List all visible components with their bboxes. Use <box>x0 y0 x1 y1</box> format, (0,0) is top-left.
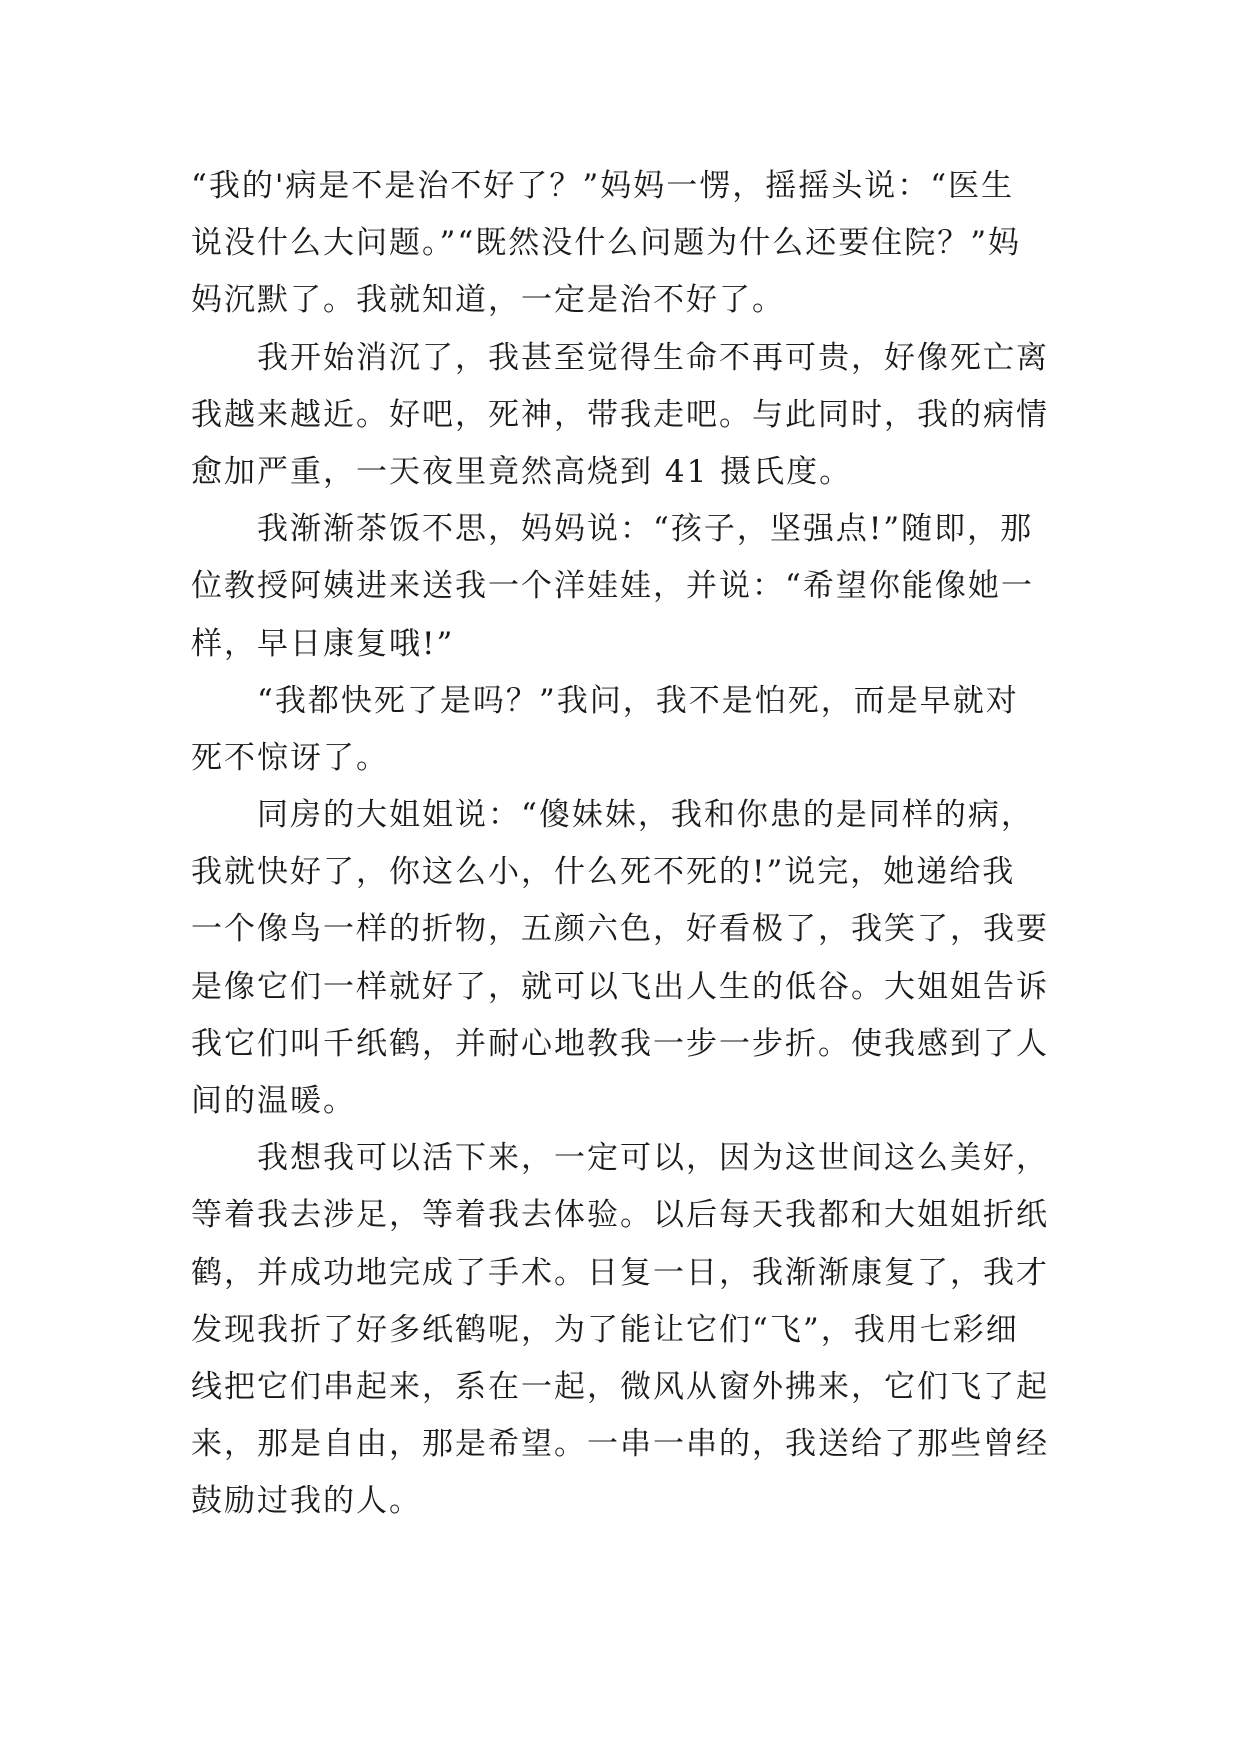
text-line: 同房的大姐姐说：“傻妹妹，我和你患的是同样的病， <box>191 797 1034 834</box>
text-line: 我渐渐茶饭不思，妈妈说：“孩子，坚强点!”随即，那 <box>191 511 1034 548</box>
text-line: 样，早日康复哦!” <box>191 625 455 662</box>
text-line: 说没什么大问题。”“既然没什么问题为什么还要住院？”妈 <box>191 225 1022 262</box>
text-line: 等着我去涉足，等着我去体验。以后每天我都和大姐姐折纸 <box>191 1197 1049 1234</box>
text-line: 愈加严重，一天夜里竟然高烧到 41 摄氏度。 <box>191 453 853 490</box>
text-line: “我都快死了是吗？”我问，我不是怕死，而是早就对 <box>191 682 1019 719</box>
text-line: 发现我折了好多纸鹤呢，为了能让它们“飞”，我用七彩细 <box>191 1311 1019 1348</box>
text-line: 间的温暖。 <box>191 1083 356 1119</box>
text-line: 是像它们一样就好了，就可以飞出人生的低谷。大姐姐告诉 <box>191 968 1049 1005</box>
text-line: 位教授阿姨进来送我一个洋娃娃，并说：“希望你能像她一 <box>191 568 1034 605</box>
text-line: 一个像鸟一样的折物，五颜六色，好看极了，我笑了，我要 <box>191 911 1049 948</box>
text-line: 线把它们串起来，系在一起，微风从窗外拂来，它们飞了起 <box>191 1368 1049 1405</box>
text-line: 鹤，并成功地完成了手术。日复一日，我渐渐康复了，我才 <box>191 1254 1049 1291</box>
text-line: 死不惊讶了。 <box>191 739 389 776</box>
text-line: 妈沉默了。我就知道，一定是治不好了。 <box>191 282 785 319</box>
document-body <box>191 158 1061 1531</box>
text-line: 我就快好了，你这么小，什么死不死的!”说完，她递给我 <box>191 854 1016 891</box>
text-line: 我想我可以活下来，一定可以，因为这世间这么美好， <box>191 1140 1049 1177</box>
text-line: 鼓励过我的人。 <box>191 1483 422 1520</box>
text-line: 我开始消沉了，我甚至觉得生命不再可贵，好像死亡离 <box>191 339 1049 376</box>
text-line: 来，那是自由，那是希望。一串一串的，我送给了那些曾经 <box>191 1426 1049 1463</box>
text-line: 我它们叫千纸鹤，并耐心地教我一步一步折。使我感到了人 <box>191 1025 1049 1062</box>
text-line: “我的'病是不是治不好了？”妈妈一愣，摇摇头说：“医生 <box>191 168 1015 204</box>
text-line: 我越来越近。好吧，死神，带我走吧。与此同时，我的病情 <box>191 396 1049 433</box>
